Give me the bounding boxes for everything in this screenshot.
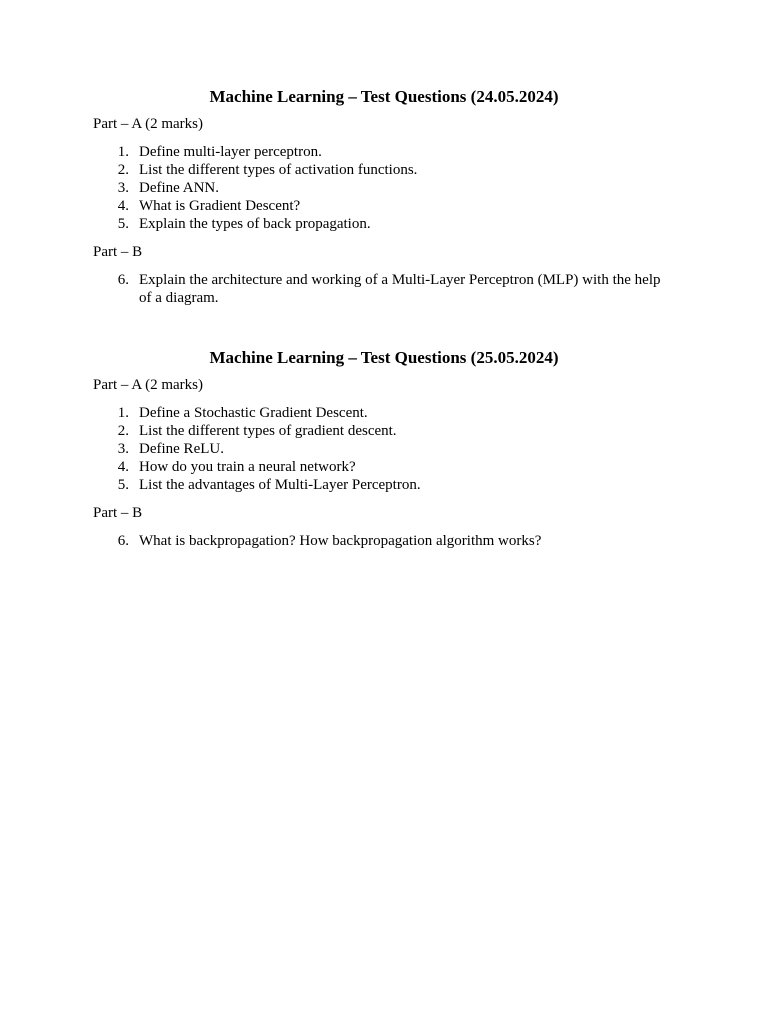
question-item: [93, 197, 675, 215]
question-number: 5.: [117, 477, 129, 493]
part-b-label: Part – B: [93, 244, 143, 260]
question-item: [93, 458, 675, 476]
part-b-label: Part – B: [93, 505, 143, 521]
question-text: List the different types of activation functions.: [139, 162, 418, 178]
question-item: [93, 271, 675, 307]
question-item: [93, 215, 675, 233]
test-section-2: [93, 347, 675, 550]
question-text: How do you train a neural network?: [139, 459, 356, 475]
question-number: 3.: [117, 441, 129, 457]
question-item: [93, 532, 675, 550]
question-number: 4.: [117, 198, 129, 214]
question-item: [93, 404, 675, 422]
part-b-question-list: [93, 532, 675, 550]
question-item: [93, 161, 675, 179]
question-text: Explain the types of back propagation.: [139, 216, 371, 232]
question-text: What is backpropagation? How backpropagation algorithm works?: [139, 533, 542, 549]
question-text: List the advantages of Multi-Layer Perceptron.: [139, 477, 421, 493]
test-section-1: [93, 86, 675, 307]
part-a-label: Part – A (2 marks): [93, 116, 203, 132]
question-item: [93, 422, 675, 440]
part-a-question-list: [93, 404, 675, 494]
question-text: List the different types of gradient descent.: [139, 423, 397, 439]
question-number: 6.: [117, 533, 129, 549]
question-text: Define a Stochastic Gradient Descent.: [139, 405, 368, 421]
question-number: 2.: [117, 423, 129, 439]
question-text: Explain the architecture and working of a Multi-Layer Perceptron (MLP) with the help of a diagram.: [139, 272, 661, 306]
question-number: 4.: [117, 459, 129, 475]
question-number: 1.: [117, 405, 129, 421]
question-item: [93, 440, 675, 458]
question-item: [93, 179, 675, 197]
question-item: [93, 143, 675, 161]
question-number: 2.: [117, 162, 129, 178]
question-text: What is Gradient Descent?: [139, 198, 301, 214]
part-a-label: Part – A (2 marks): [93, 377, 203, 393]
question-number: 1.: [117, 144, 129, 160]
question-number: 6.: [117, 272, 129, 288]
part-b-question-list: [93, 271, 675, 307]
section-title: Machine Learning – Test Questions (25.05.2024): [209, 348, 559, 367]
question-text: Define multi-layer perceptron.: [139, 144, 322, 160]
question-item: [93, 476, 675, 494]
question-number: 5.: [117, 216, 129, 232]
document-content: [93, 86, 675, 560]
question-text: Define ReLU.: [139, 441, 224, 457]
question-text: Define ANN.: [139, 180, 219, 196]
question-number: 3.: [117, 180, 129, 196]
section-title: Machine Learning – Test Questions (24.05.2024): [209, 87, 559, 106]
part-a-question-list: [93, 143, 675, 233]
